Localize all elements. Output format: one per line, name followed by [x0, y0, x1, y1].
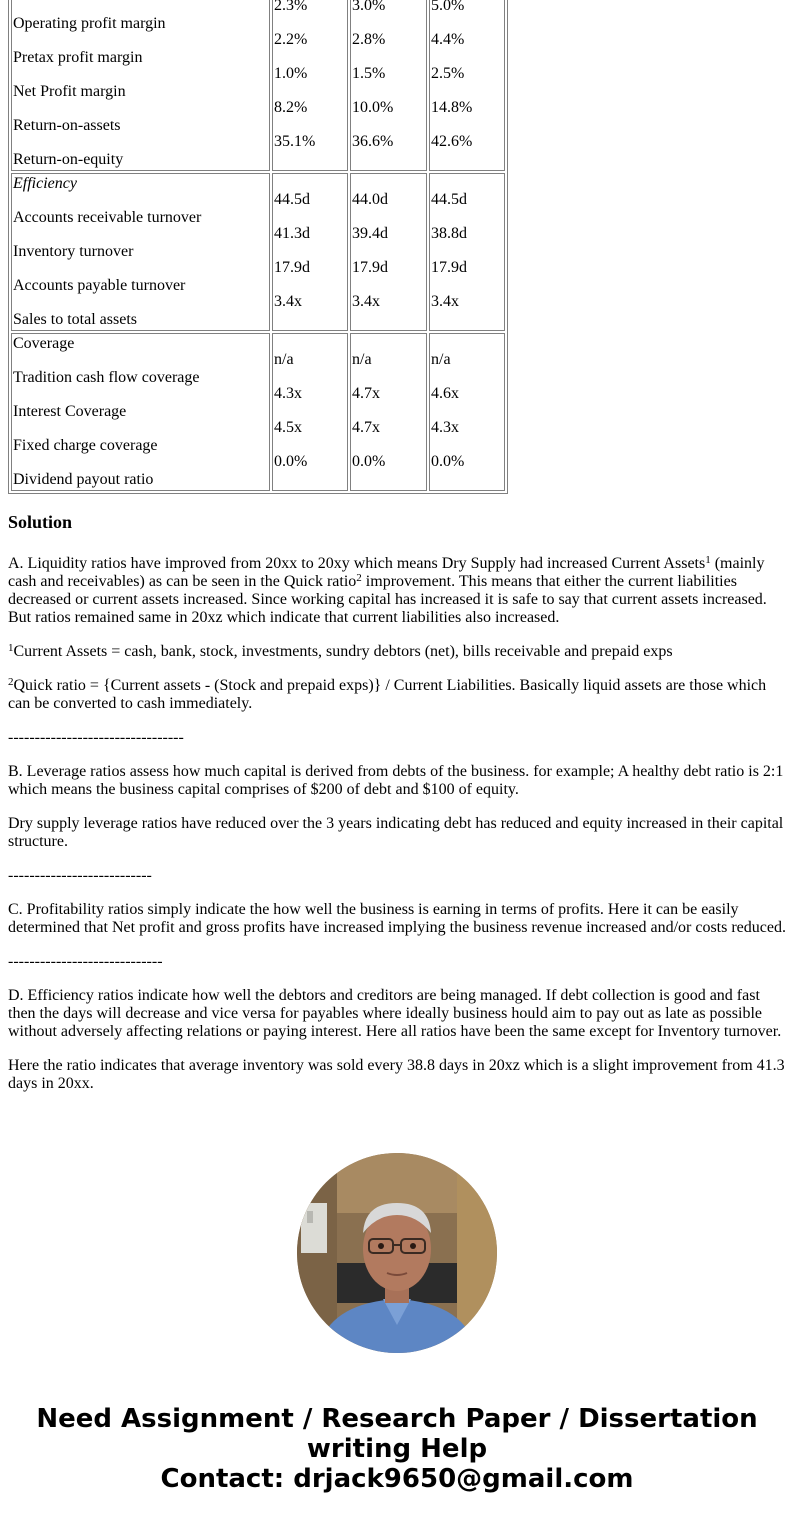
row-label: Fixed charge coverage	[13, 437, 158, 454]
cell-value: 3.0%	[352, 0, 386, 14]
row-label: Return-on-assets	[13, 117, 121, 134]
paragraph-b2: Dry supply leverage ratios have reduced over the 3 years indicating debt has reduced and equity increased in their capital structure.	[8, 815, 784, 850]
cell-value: 3.4x	[274, 293, 302, 310]
paragraph-a-text-3: improvement. This means that either the current liabilities decreased or current assets increased. Since working capital has increased it is safe to say that current assets increased. But ratios remained same in 20xz which indicate that current liabilities also increased.	[8, 573, 767, 626]
cell-value: 4.3x	[274, 385, 302, 402]
values-cell-year3	[429, 173, 505, 331]
cell-value: 35.1%	[274, 133, 316, 150]
cell-value: 44.5d	[431, 191, 467, 208]
table-row	[11, 0, 505, 171]
cell-value: 41.3d	[274, 225, 310, 242]
table-row	[11, 173, 505, 331]
footnote-2	[8, 677, 788, 713]
paragraph-d1: D. Efficiency ratios indicate how well the debtors and creditors are being managed. If debt collection is good and fast then the days will decrease and vice versa for payables where ideally business hould aim to pay out as late as possible without adversely affecting relations or paying interest. Here all ratios have been the same except for Inventory turnover.	[8, 987, 782, 1040]
cell-value: 3.4x	[352, 293, 380, 310]
footnote-ref-1: 1	[705, 554, 711, 566]
section-heading: Coverage	[13, 335, 75, 352]
row-label: Pretax profit margin	[13, 49, 143, 66]
paragraph-a	[8, 555, 788, 627]
solution-section	[8, 511, 788, 1109]
cell-value: 17.9d	[352, 259, 388, 276]
cell-value: 4.7x	[352, 419, 380, 436]
cell-value: 14.8%	[431, 99, 473, 116]
cell-value: 5.0%	[431, 0, 465, 14]
values-cell-year3	[429, 0, 505, 171]
cell-value: 1.0%	[274, 65, 308, 82]
cta-contact-line[interactable]: Contact: drjack9650@gmail.com	[160, 1464, 634, 1494]
row-label: Accounts receivable turnover	[13, 209, 202, 226]
divider: ---------------------------------	[8, 729, 184, 746]
paragraph-c1: C. Profitability ratios simply indicate the how well the business is earning in terms of profits. Here it can be easily determined that Net profit and gross profits have increased implying the business revenue increased and/or costs reduced.	[8, 901, 786, 936]
footnote-2-marker: 2	[8, 676, 14, 688]
cell-value: 17.9d	[274, 259, 310, 276]
row-label: Sales to total assets	[13, 311, 137, 328]
row-labels-cell	[11, 0, 270, 171]
footnote-2-text: Quick ratio = {Current assets - (Stock and prepaid exps)} / Current Liabilities. Basically liquid assets are those which can be converted to cash immediately.	[8, 677, 767, 712]
cell-value: 0.0%	[431, 453, 465, 470]
cell-value: n/a	[352, 351, 372, 368]
row-labels-cell	[11, 333, 270, 491]
paragraph-a-text-1: A. Liquidity ratios have improved from 20xx to 20xy which means Dry Supply had increased Current Assets	[8, 555, 706, 572]
cell-value: 1.5%	[352, 65, 386, 82]
solution-heading: Solution	[8, 512, 73, 532]
row-label: Operating profit margin	[13, 15, 166, 32]
cell-value: 44.0d	[352, 191, 388, 208]
cell-value: 0.0%	[274, 453, 308, 470]
paragraph-a-text-2: (mainly cash and receivables) as can be seen in the Quick ratio	[8, 555, 765, 590]
footnote-1	[8, 643, 788, 661]
cell-value: 4.7x	[352, 385, 380, 402]
values-cell-year2	[350, 333, 427, 491]
cell-value: 2.3%	[274, 0, 308, 14]
cell-value: 2.8%	[352, 31, 386, 48]
cell-value: 4.4%	[431, 31, 465, 48]
row-label: Dividend payout ratio	[13, 471, 154, 488]
paragraph-d2: Here the ratio indicates that average inventory was sold every 38.8 days in 20xz which is a slight improvement from 41.3 days in 20xx.	[8, 1057, 785, 1092]
cell-value: 4.5x	[274, 419, 302, 436]
footnote-1-marker: 1	[8, 642, 14, 654]
table-row	[11, 333, 505, 491]
values-cell-year1	[272, 173, 348, 331]
footnote-1-text: Current Assets = cash, bank, stock, investments, sundry debtors (net), bills receivable and prepaid exps	[13, 643, 673, 660]
cell-value: 44.5d	[274, 191, 310, 208]
cta-line-1: Need Assignment / Research Paper / Dissertation	[36, 1404, 758, 1434]
row-label: Interest Coverage	[13, 403, 127, 420]
contact-banner	[0, 1404, 794, 1494]
cell-value: 3.4x	[431, 293, 459, 310]
row-label: Tradition cash flow coverage	[13, 369, 200, 386]
cell-value: 4.3x	[431, 419, 459, 436]
row-label: Return-on-equity	[13, 151, 124, 168]
cell-value: 8.2%	[274, 99, 308, 116]
row-label: Inventory turnover	[13, 243, 134, 260]
cell-value: 39.4d	[352, 225, 388, 242]
cell-value: 36.6%	[352, 133, 394, 150]
row-label: Net Profit margin	[13, 83, 126, 100]
cell-value: 4.6x	[431, 385, 459, 402]
divider: -----------------------------	[8, 953, 163, 970]
cell-value: 2.5%	[431, 65, 465, 82]
cell-value: n/a	[274, 351, 294, 368]
cell-value: 0.0%	[352, 453, 386, 470]
divider: ---------------------------	[8, 867, 152, 884]
section-heading: Efficiency	[13, 175, 77, 192]
ratios-table	[8, 0, 508, 494]
row-labels-cell	[11, 173, 270, 331]
values-cell-year3	[429, 333, 505, 491]
author-portrait-image	[297, 1153, 497, 1353]
values-cell-year2	[350, 0, 427, 171]
cell-value: n/a	[431, 351, 451, 368]
cell-value: 17.9d	[431, 259, 467, 276]
paragraph-b1: B. Leverage ratios assess how much capital is derived from debts of the business. for example; A healthy debt ratio is 2:1 which means the business capital comprises of $200 of debt and $100 of equity.	[8, 763, 784, 798]
cell-value: 38.8d	[431, 225, 467, 242]
values-cell-year2	[350, 173, 427, 331]
values-cell-year1	[272, 0, 348, 171]
cell-value: 10.0%	[352, 99, 394, 116]
author-avatar	[297, 1153, 497, 1353]
cell-value: 42.6%	[431, 133, 473, 150]
cell-value: 2.2%	[274, 31, 308, 48]
row-label: Accounts payable turnover	[13, 277, 186, 294]
footnote-ref-2: 2	[356, 572, 362, 584]
cta-line-2: writing Help	[306, 1434, 488, 1464]
values-cell-year1	[272, 333, 348, 491]
